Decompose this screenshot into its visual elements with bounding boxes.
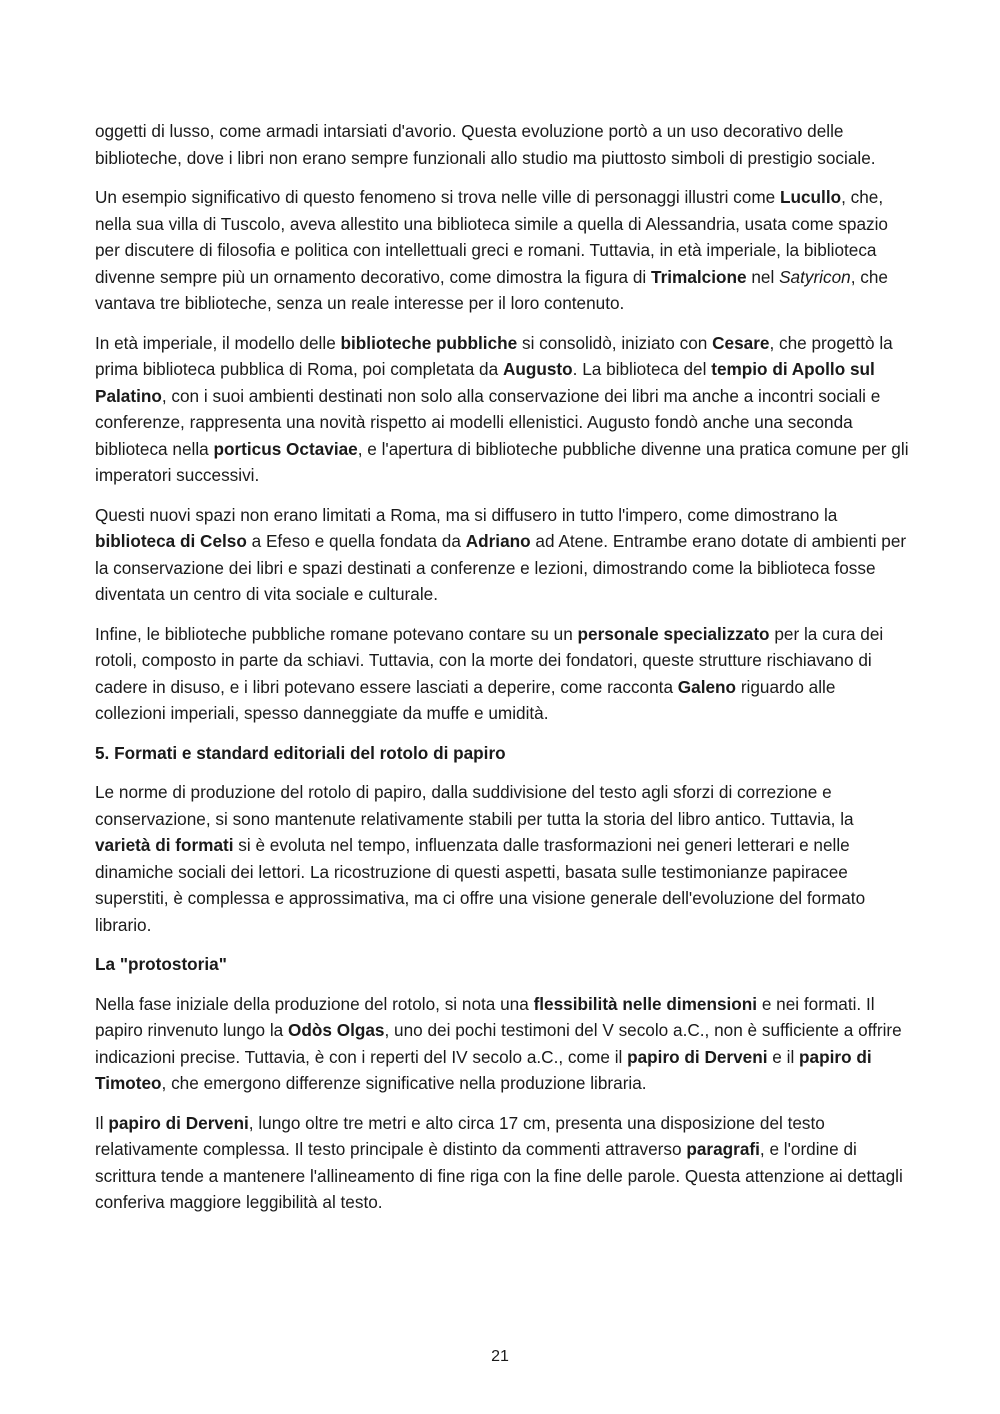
text-run: e il <box>767 1046 800 1067</box>
text-run: , e l'apertura di biblioteche pubbliche divenne una pratica comune per gli imperatori successivi. <box>95 438 909 485</box>
section-heading <box>95 740 910 767</box>
text-run: , che, nella sua villa di Tuscolo, aveva allestito una biblioteca simile a quella di Alessandria, usata come spazio per discutere di filosofia e politica con intellettuali greci e romani. Tuttavia, in età imperiale, la biblioteca divenne sempre più un ornamento decorativo, come dimostra la figura di <box>95 187 888 287</box>
bold-term: varietà di formati <box>95 835 234 855</box>
body-paragraph <box>95 991 910 1097</box>
text-run: La "protostoria" <box>95 954 227 974</box>
text-run: . La biblioteca del <box>572 359 712 379</box>
bold-term: tempio di Apollo sul Palatino <box>95 359 875 406</box>
text-run: , che progettò la prima biblioteca pubblica di Roma, poi completata da <box>95 332 893 379</box>
bold-term: paragrafi <box>686 1139 760 1159</box>
text-run: oggetti di lusso, come armadi intarsiati d'avorio. Questa evoluzione portò a un uso decorativo delle biblioteche, dove i libri non erano sempre funzionali allo studio ma piuttosto simboli di prestigio sociale. <box>95 121 876 168</box>
body-paragraph <box>95 118 910 171</box>
text-run: , e l'ordine di scrittura tende a mantenere l'allineamento di fine riga con la fine delle parole. Questa attenzione ai dettagli conferiva maggiore leggibilità al testo. <box>95 1139 903 1212</box>
text-run: nel <box>746 266 780 287</box>
text-run: , che emergono differenze significative nella produzione libraria. <box>161 1073 647 1093</box>
bold-term: personale specializzato <box>577 623 770 644</box>
text-run: si è evoluta nel tempo, influenzata dalle trasformazioni nei generi letterari e nelle dinamiche sociali dei lettori. La ricostruzione di questi aspetti, basata sulle testimonianze papiracee superstiti, è complessa e approssimativa, ma ci offre una visione generale dell'evoluzione del formato librario. <box>95 835 866 935</box>
italic-title: Satyricon <box>779 266 851 287</box>
bold-term: Lucullo <box>779 187 842 207</box>
text-run: , con i suoi ambienti destinati non solo alla conservazione dei libri ma anche a incontri sociali e conferenze, rappresenta una novità rispetto ai modelli ellenistici. Augusto fondò anche una seconda biblioteca nella <box>95 385 881 459</box>
bold-term: biblioteche pubbliche <box>340 332 518 353</box>
bold-term: Odòs Olgas <box>288 1020 385 1040</box>
bold-term: biblioteca di Celso <box>95 531 247 551</box>
bold-term: porticus Octaviae <box>213 438 358 459</box>
bold-term: papiro di Derveni <box>108 1112 249 1133</box>
bold-term: papiro di Timoteo <box>95 1046 872 1093</box>
text-run: a Efeso e quella fondata da <box>246 531 466 551</box>
document-page <box>95 118 910 1229</box>
text-run: e nei formati. Il papiro rinvenuto lungo la <box>95 993 875 1040</box>
body-paragraph <box>95 502 910 608</box>
body-paragraph <box>95 779 910 938</box>
text-run: , uno dei pochi testimoni del V secolo a.C., non è sufficiente a offrire indicazioni precise. Tuttavia, è con i reperti del IV secolo a.C., come il <box>95 1020 902 1067</box>
text-run: per la cura dei rotoli, composto in parte da schiavi. Tuttavia, con la morte dei fondatori, queste strutture rischiavano di cadere in disuso, e i libri potevano essere lasciati a deperire, come racconta <box>95 623 884 697</box>
text-run: riguardo alle collezioni imperiali, spesso danneggiate da muffe e umidità. <box>95 676 836 723</box>
text-run: In età imperiale, il modello delle <box>95 332 341 353</box>
bold-term: Trimalcione <box>651 266 747 287</box>
text-run: Le norme di produzione del rotolo di papiro, dalla suddivisione del testo agli sforzi di correzione e conservazione, si sono mantenute relativamente stabili per tutta la storia del libro antico. Tuttavia, la <box>95 782 854 829</box>
text-run: Il <box>95 1112 109 1133</box>
body-paragraph <box>95 330 910 489</box>
text-run: si consolidò, iniziato con <box>517 332 713 353</box>
bold-term: Galeno <box>677 676 737 697</box>
body-paragraph <box>95 1110 910 1216</box>
text-run: Infine, le biblioteche pubbliche romane potevano contare su un <box>95 623 578 644</box>
text-run: 5. Formati e standard editoriali del rotolo di papiro <box>95 742 506 763</box>
text-run: Un esempio significativo di questo fenomeno si trova nelle ville di personaggi illustri come <box>95 187 780 207</box>
section-heading <box>95 951 910 978</box>
bold-term: papiro di Derveni <box>627 1046 768 1067</box>
text-run: , che vantava tre biblioteche, senza un reale interesse per il loro contenuto. <box>95 266 888 313</box>
body-paragraph <box>95 184 910 317</box>
bold-term: flessibilità nelle dimensioni <box>533 993 758 1014</box>
text-run: ad Atene. Entrambe erano dotate di ambienti per la conservazione dei libri e spazi destinati a conferenze e lezioni, dimostrando come la biblioteca fosse diventata un centro di vita sociale e culturale. <box>95 531 907 604</box>
bold-term: Adriano <box>465 531 531 551</box>
text-run: Questi nuovi spazi non erano limitati a Roma, ma si diffusero in tutto l'impero, come dimostrano la <box>95 504 838 525</box>
bold-term: Augusto <box>502 359 573 379</box>
page-number: 21 <box>491 1348 509 1365</box>
body-paragraph <box>95 621 910 727</box>
text-run: , lungo oltre tre metri e alto circa 17 cm, presenta una disposizione del testo relativamente complessa. Il testo principale è distinto da commenti attraverso <box>95 1112 825 1159</box>
text-run: Nella fase iniziale della produzione del rotolo, si nota una <box>95 993 534 1014</box>
bold-term: Cesare <box>712 332 770 353</box>
